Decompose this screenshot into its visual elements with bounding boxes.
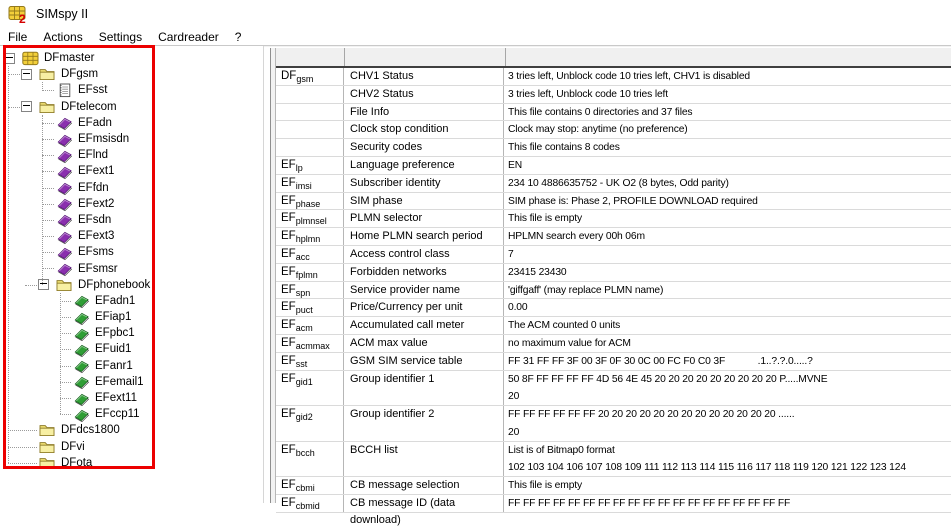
tree-item-label: DFota (61, 456, 93, 469)
main-area (0, 46, 951, 526)
tree-item-efext1[interactable] (0, 163, 263, 179)
value-cell (504, 210, 951, 227)
description-cell: PLMN selector (344, 210, 504, 227)
file-name-subscript: cbmi (295, 483, 315, 494)
value-cell (504, 175, 951, 192)
file-name-cell (276, 282, 344, 299)
table-row[interactable] (276, 299, 951, 317)
tree-item-eflnd[interactable] (0, 147, 263, 163)
tree-item-label: DFgsm (61, 68, 99, 81)
file-name-cell (276, 228, 344, 245)
tree-connector-line (60, 414, 71, 416)
tree-guide-line (42, 82, 44, 91)
file-name-subscript: acmmax (295, 340, 330, 351)
menu-help[interactable]: ? (234, 29, 242, 44)
file-name-cell (276, 193, 344, 210)
table-row[interactable] (276, 317, 951, 335)
file-name: $EF_{acc}$ (281, 247, 310, 262)
value-line: 'giffgaff' (may replace PLMN name) (508, 284, 664, 296)
file-name: $EF_{lp}$ (281, 158, 303, 173)
file-name: $EF_{acmmax}$ (281, 336, 330, 351)
svg-text:2: 2 (19, 12, 26, 26)
file-name-cell (276, 157, 344, 174)
table-row[interactable] (276, 495, 951, 526)
description-cell: Access control class (344, 246, 504, 263)
file-detail-panel (270, 48, 951, 526)
value-line: The ACM counted 0 units (508, 320, 621, 332)
description-cell: Clock stop condition (344, 121, 504, 138)
description-cell: File Info (344, 104, 504, 121)
value-line: This file contains 0 directories and 37 files (508, 106, 693, 118)
description-cell: CB message selection (344, 477, 504, 494)
description-cell: CHV2 Status (344, 86, 504, 103)
folder-icon (38, 422, 56, 438)
value-line: FF FF FF FF FF FF FF FF FF FF FF FF FF FF FF FF FF FF FF (508, 498, 791, 510)
file-name-cell (276, 104, 344, 121)
description-cell: CB message ID (data download) (344, 495, 504, 512)
tree-item-dfvi[interactable] (0, 439, 263, 455)
value-cell (504, 139, 951, 156)
description-cell: Subscriber identity (344, 175, 504, 192)
tree-item-efemail1[interactable] (0, 374, 263, 390)
tree-item-label: DFphonebook (78, 278, 151, 291)
tree-guide-line (60, 293, 62, 414)
book-green-icon (72, 374, 90, 390)
description-cell: Group identifier 1 (344, 371, 504, 406)
value-cell (504, 157, 951, 174)
file-name: $EF_{puct}$ (281, 301, 313, 316)
book-green-icon (72, 325, 90, 341)
value-line: SIM phase is: Phase 2, PROFILE DOWNLOAD required (508, 195, 758, 207)
value-cell (504, 406, 951, 441)
tree-item-label: EFuid1 (95, 343, 132, 356)
table-row[interactable] (276, 228, 951, 246)
value-cell (504, 264, 951, 281)
file-name-subscript: acm (295, 323, 313, 334)
tree-toggle-slot (21, 66, 38, 82)
table-row[interactable] (276, 371, 951, 407)
file-name-cell (276, 139, 344, 156)
value-line: 23415 23430 (508, 266, 567, 278)
file-name: $EF_{bcch}$ (281, 443, 315, 458)
value-cell (504, 495, 951, 512)
value-cell (504, 68, 951, 85)
book-purple-icon (55, 131, 73, 147)
file-name-subscript: plmnsel (295, 216, 327, 227)
file-name-subscript: gsm (296, 74, 314, 84)
tree-item-dfdcs1800[interactable] (0, 422, 263, 438)
book-green-icon (72, 341, 90, 357)
menu-bar (0, 28, 951, 46)
menu-file[interactable]: File (8, 29, 28, 44)
table-body (276, 68, 951, 526)
value-line: 20 (508, 390, 520, 402)
tree-item-efext11[interactable] (0, 390, 263, 406)
file-name: $EF_{plmnsel}$ (281, 212, 327, 227)
value-cell (504, 477, 951, 494)
file-name: $EF_{acm}$ (281, 319, 313, 334)
book-purple-icon (55, 180, 73, 196)
book-green-icon (72, 406, 90, 422)
file-name-subscript: phase (295, 198, 321, 209)
folder-icon (38, 99, 56, 115)
value-cell (504, 86, 951, 103)
value-line: 102 103 104 106 107 108 109 111 112 113 114 115 116 117 118 119 120 121 122 123 124 (508, 462, 906, 474)
file-name-cell (276, 121, 344, 138)
file-name-cell (276, 299, 344, 316)
value-cell (504, 282, 951, 299)
file-name-cell (276, 406, 344, 441)
value-line: HPLMN search every 00h 06m (508, 231, 645, 243)
file-name-subscript: hplmn (295, 234, 321, 245)
file-name-subscript: bcch (295, 447, 315, 458)
menu-actions[interactable]: Actions (43, 29, 83, 44)
value-line: FF FF FF FF FF FF 20 20 20 20 20 20 20 20 20 20 20 20 20 ...... (508, 409, 795, 421)
value-line: This file contains 8 codes (508, 142, 620, 154)
value-line: 20 (508, 426, 520, 438)
tree-item-label: EFsms (78, 246, 114, 259)
tree-item-label: EFsmsr (78, 262, 118, 275)
description-cell: Service provider name (344, 282, 504, 299)
description-cell: Security codes (344, 139, 504, 156)
tree-item-effdn[interactable] (0, 180, 263, 196)
tree-item-label: EFext3 (78, 230, 115, 243)
collapse-toggle[interactable] (21, 69, 32, 80)
sim-chip-icon[interactable] (8, 4, 28, 24)
window-title: SIMspy II (36, 7, 89, 21)
tree-item-efsdn[interactable] (0, 212, 263, 228)
tree-item-dftelecom[interactable] (0, 99, 263, 115)
file-detail-table (275, 48, 951, 526)
folder-icon (38, 66, 56, 82)
table-row[interactable] (276, 406, 951, 442)
tree-item-efext2[interactable] (0, 196, 263, 212)
file-name: $EF_{sst}$ (281, 354, 308, 369)
tree-item-efccp11[interactable] (0, 406, 263, 422)
book-green-icon (72, 293, 90, 309)
tree-toggle-slot (21, 99, 38, 115)
file-name-subscript: puct (295, 305, 313, 316)
value-cell (504, 121, 951, 138)
tree-item-efext3[interactable] (0, 228, 263, 244)
description-cell: BCCH list (344, 442, 504, 477)
file-name-cell (276, 317, 344, 334)
tree-item-label: DFtelecom (61, 100, 117, 113)
description-cell: Group identifier 2 (344, 406, 504, 441)
value-line: 3 tries left, Unblock code 10 tries left (508, 88, 668, 100)
file-name: $EF_{fplmn}$ (281, 265, 318, 280)
tree-item-label: EFccp11 (95, 408, 140, 421)
book-purple-icon (55, 228, 73, 244)
value-line: This file is empty (508, 213, 582, 225)
table-header-row (276, 48, 951, 68)
file-name-subscript: acc (295, 251, 310, 262)
file-name-cell (276, 210, 344, 227)
description-cell: Forbidden networks (344, 264, 504, 281)
file-name-subscript: lp (295, 162, 303, 173)
table-row[interactable] (276, 157, 951, 175)
tree-item-efanr1[interactable] (0, 358, 263, 374)
collapse-toggle[interactable] (21, 101, 32, 112)
tree-item-label: DFmaster (44, 52, 95, 65)
tree-item-label: EFsst (78, 84, 108, 97)
value-line: 7 (508, 248, 514, 260)
table-row[interactable] (276, 282, 951, 300)
file-name-subscript: fplmn (295, 269, 318, 280)
file-name-subscript: gid1 (295, 376, 313, 387)
book-green-icon (72, 390, 90, 406)
tree-toggle-slot (38, 277, 55, 293)
book-purple-icon (55, 261, 73, 277)
table-row[interactable] (276, 442, 951, 478)
tree-item-label: EFadn1 (95, 294, 136, 307)
description-cell: Accumulated call meter (344, 317, 504, 334)
file-name-cell (276, 175, 344, 192)
tree-item-efsms[interactable] (0, 244, 263, 260)
folder-icon (38, 439, 56, 455)
header-col-description[interactable] (345, 48, 506, 66)
value-line: 50 8F FF FF FF FF 4D 56 4E 45 20 20 20 20 20 20 20 20 20 P.....MVNE (508, 373, 828, 385)
file-name: $DF_{gsm}$ (281, 70, 314, 84)
file-name: $EF_{phase}$ (281, 194, 321, 209)
table-row[interactable] (276, 175, 951, 193)
value-cell (504, 246, 951, 263)
description-cell: Language preference (344, 157, 504, 174)
file-name-cell (276, 371, 344, 406)
value-line: Clock may stop: anytime (no preference) (508, 124, 688, 136)
title-bar (0, 0, 951, 28)
file-name: $EF_{hplmn}$ (281, 230, 321, 245)
file-name-subscript: gid2 (295, 412, 313, 423)
file-name: $EF_{spn}$ (281, 283, 311, 298)
table-row[interactable] (276, 353, 951, 371)
table-row[interactable] (276, 68, 951, 86)
tree-item-label: EFadn (78, 116, 112, 129)
value-line: EN (508, 159, 523, 171)
file-name-cell (276, 264, 344, 281)
value-cell (504, 228, 951, 245)
header-col-value[interactable] (506, 48, 951, 66)
tree-item-dfmaster[interactable] (0, 50, 263, 66)
book-purple-icon (55, 196, 73, 212)
tree-item-efadn[interactable] (0, 115, 263, 131)
book-purple-icon (55, 115, 73, 131)
tree-item-label: EFext11 (95, 392, 137, 405)
tree-connector-line (8, 447, 37, 449)
file-tree (0, 46, 263, 471)
tree-item-label: EFmsisdn (78, 133, 130, 146)
tree-item-label: EFemail1 (95, 375, 144, 388)
table-row[interactable] (276, 477, 951, 495)
value-line: FF 31 FF FF 3F 00 3F 0F 30 0C 00 FC F0 C0 3F .1..?.?.0.....? (508, 355, 813, 367)
value-cell (504, 104, 951, 121)
tree-item-label: EFsdn (78, 213, 112, 226)
value-cell (504, 317, 951, 334)
value-cell (504, 353, 951, 370)
value-line: This file is empty (508, 480, 582, 492)
file-name: $EF_{cbmid}$ (281, 497, 320, 512)
header-col-file[interactable] (276, 48, 345, 66)
book-green-icon (72, 358, 90, 374)
book-purple-icon (55, 147, 73, 163)
tree-toggle-slot (4, 50, 21, 66)
value-line: 234 10 4886635752 - UK O2 (8 bytes, Odd parity) (508, 177, 729, 189)
file-name-subscript: sst (295, 358, 308, 369)
table-row[interactable] (276, 193, 951, 211)
book-purple-icon (55, 244, 73, 260)
description-cell: CHV1 Status (344, 68, 504, 85)
table-row[interactable] (276, 86, 951, 104)
menu-settings[interactable]: Settings (98, 29, 143, 44)
value-line: no maximum value for ACM (508, 337, 631, 349)
tree-guide-line (8, 66, 10, 463)
tree-item-efiap1[interactable] (0, 309, 263, 325)
file-name-cell (276, 86, 344, 103)
tree-connector-line (8, 463, 37, 465)
book-purple-icon (55, 163, 73, 179)
tree-item-label: DFvi (61, 440, 85, 453)
tree-item-dfphonebook[interactable] (0, 277, 263, 293)
menu-cardreader[interactable]: Cardreader (158, 29, 219, 44)
tree-connector-line (8, 430, 37, 432)
file-name-cell (276, 68, 344, 85)
file-name-subscript: spn (295, 287, 311, 298)
folder-icon (38, 455, 56, 471)
file-name-cell (276, 495, 344, 512)
file-name-cell (276, 442, 344, 477)
tree-item-efsmsr[interactable] (0, 260, 263, 276)
file-name-cell (276, 477, 344, 494)
tree-item-label: EFpbc1 (95, 327, 135, 340)
description-cell: GSM SIM service table (344, 353, 504, 370)
file-name: $EF_{imsi}$ (281, 176, 312, 191)
file-name-cell (276, 353, 344, 370)
description-cell: ACM max value (344, 335, 504, 352)
collapse-toggle[interactable] (4, 53, 15, 64)
sim-chip-icon (21, 50, 39, 66)
table-row[interactable] (276, 264, 951, 282)
tree-item-efadn1[interactable] (0, 293, 263, 309)
tree-item-dfota[interactable] (0, 455, 263, 471)
file-name: $EF_{gid1}$ (281, 372, 313, 387)
tree-item-label: EFlnd (78, 149, 109, 162)
value-cell (504, 299, 951, 316)
value-cell (504, 442, 951, 477)
tree-item-dfgsm[interactable] (0, 66, 263, 82)
file-name: $EF_{cbmi}$ (281, 479, 315, 494)
value-cell (504, 335, 951, 352)
table-row[interactable] (276, 139, 951, 157)
tree-item-label: EFanr1 (95, 359, 133, 372)
table-row[interactable] (276, 104, 951, 122)
value-line: 3 tries left, Unblock code 10 tries left, CHV1 is disabled (508, 71, 750, 82)
table-row[interactable] (276, 210, 951, 228)
tree-connector-line (25, 285, 37, 287)
file-name-subscript: imsi (295, 180, 312, 191)
tree-item-efuid1[interactable] (0, 341, 263, 357)
book-purple-icon (55, 212, 73, 228)
file-tree-panel (0, 46, 264, 503)
panel-border (271, 48, 951, 526)
value-line: 0.00 (508, 302, 528, 314)
book-green-icon (72, 309, 90, 325)
description-cell: SIM phase (344, 193, 504, 210)
value-cell (504, 193, 951, 210)
description-cell: Price/Currency per unit (344, 299, 504, 316)
tree-item-label: EFiap1 (95, 311, 132, 324)
description-cell: Home PLMN search period (344, 228, 504, 245)
tree-item-efpbc1[interactable] (0, 325, 263, 341)
note-icon (55, 82, 73, 98)
tree-guide-line (42, 115, 44, 285)
file-name: $EF_{gid2}$ (281, 408, 313, 423)
table-row[interactable] (276, 335, 951, 353)
file-name-cell (276, 335, 344, 352)
folder-icon (55, 277, 73, 293)
table-row[interactable] (276, 121, 951, 139)
tree-item-label: EFfdn (78, 181, 109, 194)
tree-item-efsst[interactable] (0, 82, 263, 98)
tree-item-label: DFdcs1800 (61, 424, 120, 437)
file-name-cell (276, 246, 344, 263)
value-cell (504, 371, 951, 406)
tree-item-label: EFext1 (78, 165, 115, 178)
file-name-subscript: cbmid (295, 501, 320, 512)
tree-item-label: EFext2 (78, 197, 115, 210)
table-row[interactable] (276, 246, 951, 264)
tree-item-efmsisdn[interactable] (0, 131, 263, 147)
value-line: List is of Bitmap0 format (508, 444, 615, 456)
